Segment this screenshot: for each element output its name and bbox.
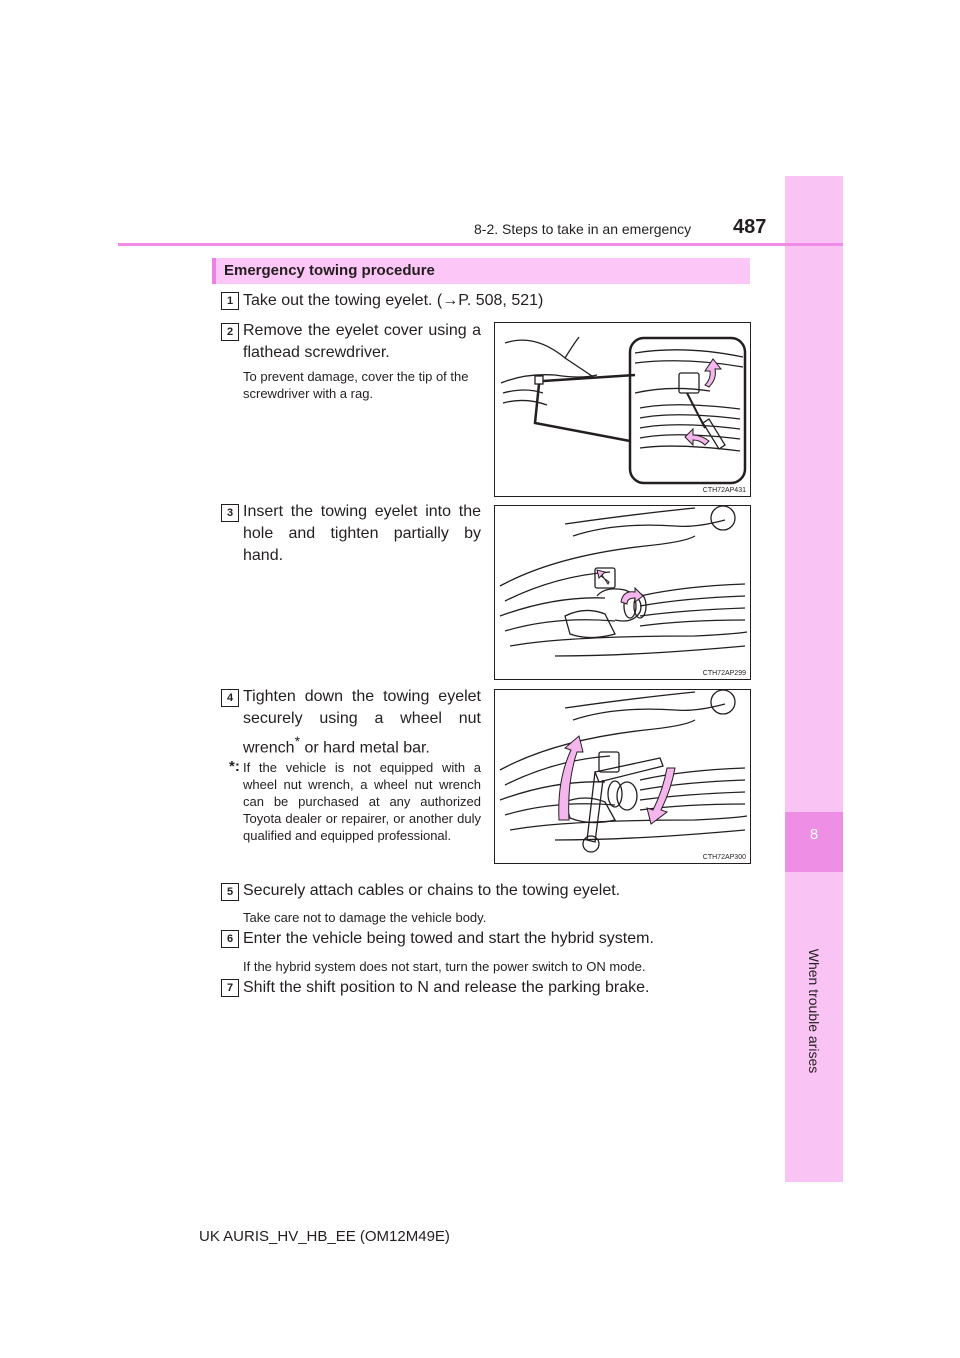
- section-title: Emergency towing procedure: [224, 262, 435, 279]
- header-rule: [118, 243, 843, 246]
- step-4-text: [243, 686, 481, 759]
- chapter-title: When trouble arises: [806, 948, 822, 1074]
- figure-remove-eyelet-cover: [494, 322, 751, 497]
- step-4-footnote: If the vehicle is not equipped with a wheel nut wrench, a wheel nut wrench can be purchased at any authorized Toyota dealer or repairer, or another duly qualified and equipped professional.: [243, 760, 481, 843]
- figure-code: CTH72AP431: [702, 487, 746, 494]
- rotate-up-arrow-icon: [559, 736, 583, 820]
- tighten-eyelet-illustration: [495, 690, 750, 863]
- step-2-text: Remove the eyelet cover using a flathead screwdriver.: [243, 322, 481, 361]
- header-section-title: 8-2. Steps to take in an emergency: [474, 221, 692, 237]
- footnote-mark: *:: [229, 758, 240, 775]
- step-4-text-main: Tighten down the towing eyelet securely using a wheel nut wrench: [243, 688, 481, 757]
- step-number-7: 7: [221, 979, 239, 997]
- figure-insert-towing-eyelet: [494, 505, 751, 680]
- step-number-2: 2: [221, 323, 239, 341]
- step-6-note: If the hybrid system does not start, turn the power switch to ON mode.: [243, 959, 646, 974]
- step-number-1: 1: [221, 292, 239, 310]
- footer-model-code: UK AURIS_HV_HB_EE (OM12M49E): [199, 1228, 450, 1245]
- step-5-text: Securely attach cables or chains to the towing eyelet.: [243, 882, 621, 899]
- step-4-text-tail: or hard metal bar.: [300, 739, 430, 757]
- step-1-text: Take out the towing eyelet. (→P. 508, 521): [243, 292, 544, 309]
- step-7-text: Shift the shift position to N and release the parking brake.: [243, 979, 650, 996]
- step-number-5: 5: [221, 883, 239, 901]
- figure-code: CTH72AP299: [702, 670, 746, 677]
- insert-eyelet-illustration: [495, 506, 750, 679]
- pry-arrow-icon: [685, 429, 709, 445]
- page-number: 487: [733, 216, 767, 238]
- step-number-4: 4: [221, 689, 239, 707]
- section-title-accent: [212, 258, 216, 284]
- step-3-text: Insert the towing eyelet into the hole and tighten partially by hand.: [243, 503, 481, 564]
- eyelet-cover-illustration: [495, 323, 750, 496]
- step-5-note: Take care not to damage the vehicle body.: [243, 910, 487, 925]
- step-number-6: 6: [221, 930, 239, 948]
- chapter-number: 8: [809, 826, 819, 843]
- step-number-3: 3: [221, 504, 239, 522]
- figure-code: CTH72AP300: [702, 854, 746, 861]
- step-4-asterisk: *: [294, 733, 301, 749]
- step-2-note: To prevent damage, cover the tip of the screwdriver with a rag.: [243, 369, 469, 401]
- step-6-text: Enter the vehicle being towed and start the hybrid system.: [243, 930, 654, 947]
- figure-tighten-towing-eyelet: [494, 689, 751, 864]
